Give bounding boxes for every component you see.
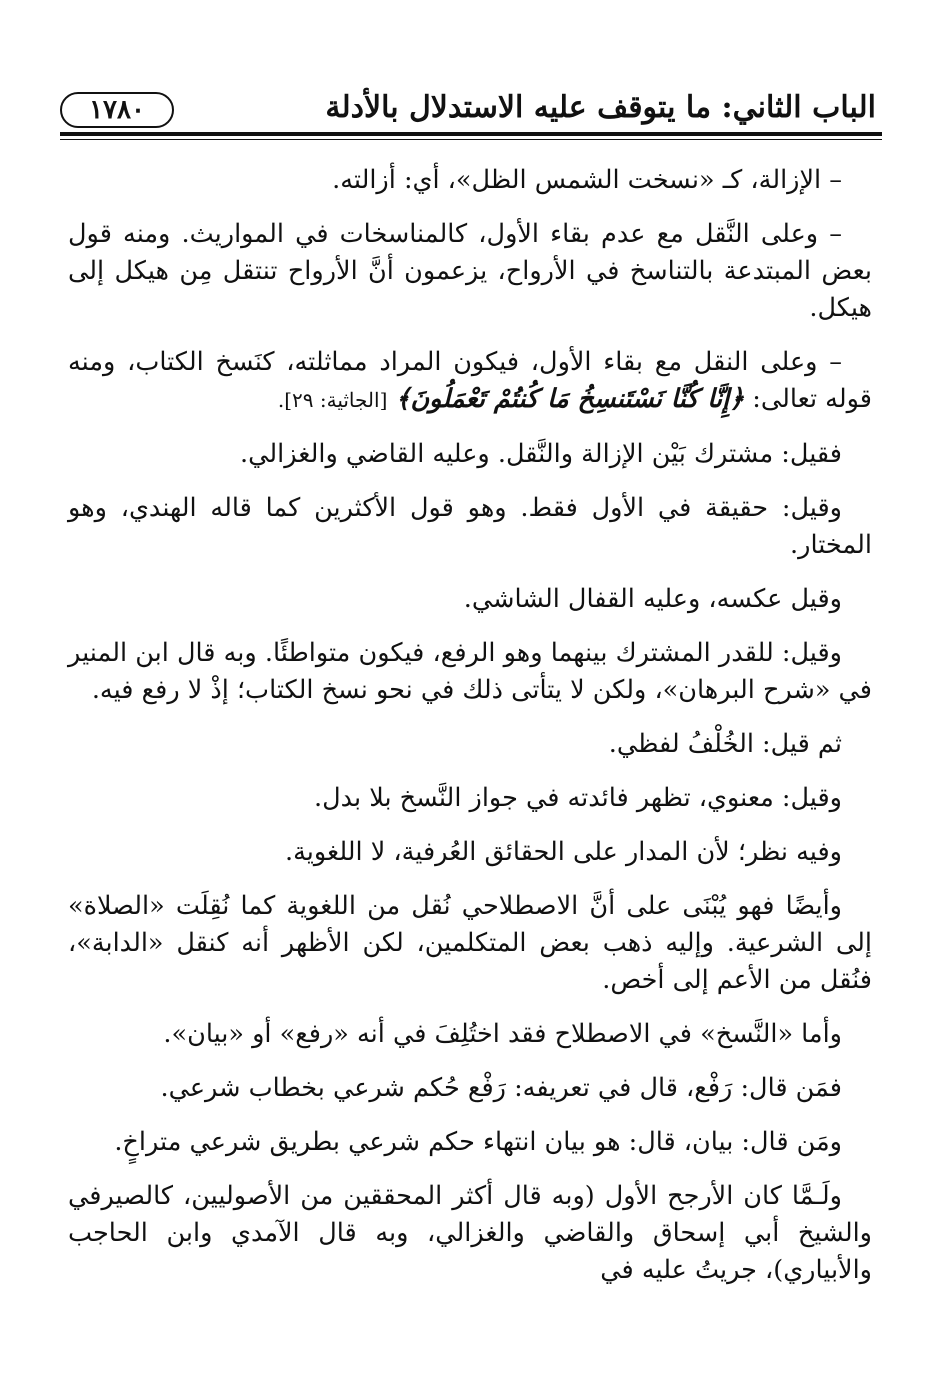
header-rule-thin [60,139,882,140]
running-title: الباب الثاني: ما يتوقف عليه الاستدلال بالأدلة [325,90,876,125]
paragraph: وأما «النَّسخ» في الاصطلاح فقد اختُلِفَ في أنه «رفع» أو «بيان». [163,1019,842,1049]
page-header [60,82,882,144]
paragraph: وقيل: للقدر المشترك بينهما وهو الرفع، فيكون متواطئًا. وبه قال ابن المنير في «شرح البرهان»، ولكن لا يتأتى ذلك في نحو نسخ الكتاب؛ إذْ لا رفع فيه. [68,638,872,705]
paragraph: ومَن قال: بيان، قال: هو بيان انتهاء حكم شرعي بطريق شرعي متراخٍ. [114,1127,842,1157]
verse-reference: [الجاثية: ٢٩]. [277,388,388,412]
paragraph: ولَـمَّا كان الأرجح الأول (وبه قال أكثر المحققين من الأصوليين، كالصيرفي والشيخ أبي إسحاق والقاضي والغزالي، وبه قال الآمدي وابن الحاجب والأبياري)، جريتُ عليه في [68,1181,872,1285]
page-number: ١٧٨٠ [60,92,174,128]
paragraph: وأيضًا فهو يُبْنَى على أنَّ الاصطلاحي نُقل من اللغوية كما نُقِلَت «الصلاة» إلى الشرعية. وإليه ذهب بعض المتكلمين، لكن الأظهر أنه كنقل «الدابة»، فنُقل من الأعم إلى أخص. [68,891,872,995]
header-rule-thick [60,132,882,136]
quran-verse: ﴿إِنَّا كُنَّا نَسْتَنسِخُ مَا كُنتُمْ تَعْمَلُونَ﴾ [395,384,745,414]
paragraph: فقيل: مشترك بَيْن الإزالة والنَّقل. وعليه القاضي والغزالي. [240,439,842,469]
paragraph: وقيل: معنوي، تظهر فائدته في جواز النَّسخ بلا بدل. [314,783,842,813]
paragraph: – الإزالة، كـ «نسخت الشمس الظل»، أي: أزالته. [332,165,842,195]
paragraph: وفيه نظر؛ لأن المدار على الحقائق العُرفية، لا اللغوية. [284,837,842,867]
body-text [68,162,872,1306]
paragraph: ثم قيل: الخُلْفُ لفظي. [608,729,842,759]
paragraph: – وعلى النَّقل مع عدم بقاء الأول، كالمناسخات في المواريث. ومنه قول بعض المبتدعة بالتناسخ في الأرواح، يزعمون أنَّ الأرواح تنتقل مِن هيكل إلى هيكل. [68,219,872,323]
paragraph: وقيل عكسه، وعليه القفال الشاشي. [463,584,842,614]
paragraph: – وعلى النقل مع بقاء الأول، فيكون المراد مماثلته، كنَسخ الكتاب، ومنه قوله تعالى: ﴿إِنَّا كُنَّا نَسْتَنسِخُ مَا كُنتُمْ تَعْمَلُونَ﴾ [الجاثية: ٢٩]. [68,347,872,414]
paragraph: فمَن قال: رَفْع، قال في تعريفه: رَفْع حُكم شرعي بخطاب شرعي. [160,1073,842,1103]
paragraph: وقيل: حقيقة في الأول فقط. وهو قول الأكثرين كما قاله الهندي، وهو المختار. [68,493,872,560]
